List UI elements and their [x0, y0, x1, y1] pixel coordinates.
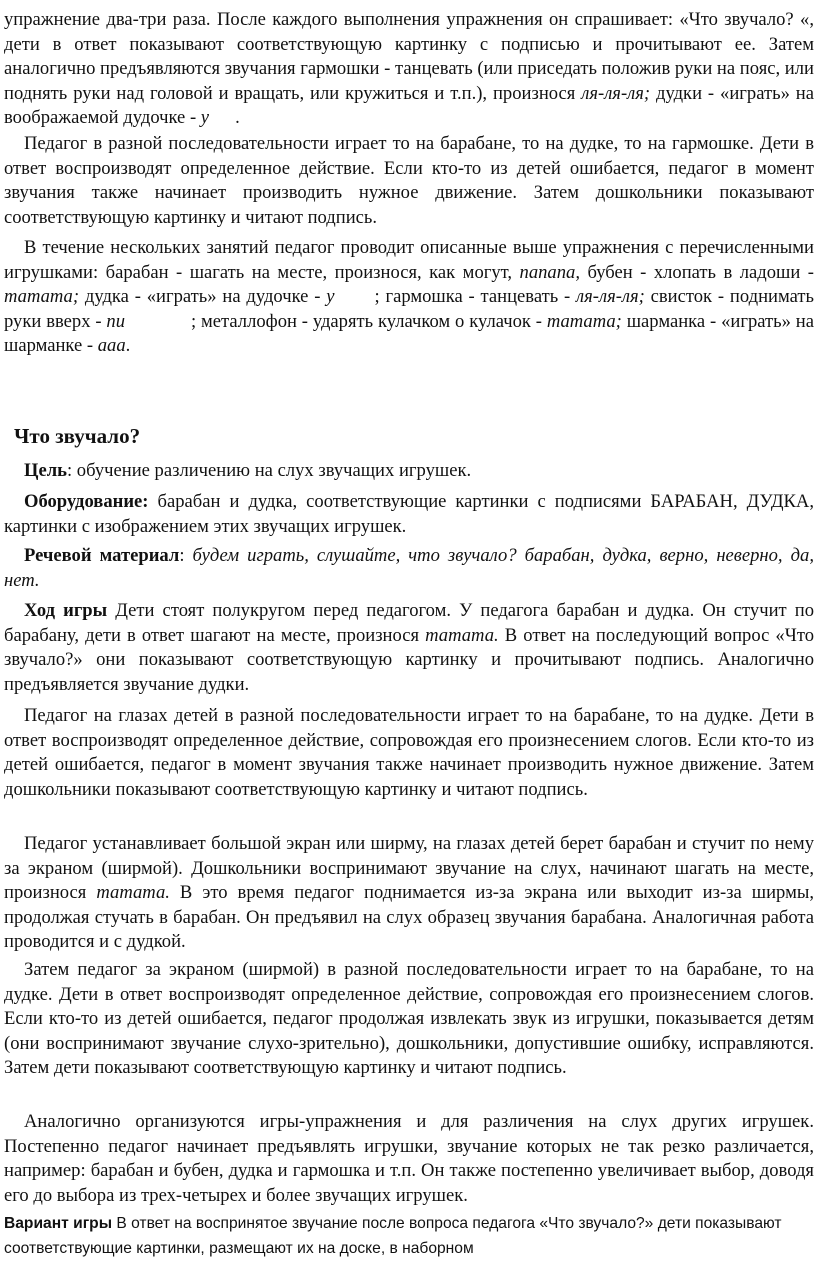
- paragraph-speech-material: Речевой материал: будем играть, слушайте, что звучало? барабан, дудка, верно, неверно, да, нет.: [4, 545, 814, 591]
- italic-syllables: татата.: [425, 624, 499, 646]
- paragraph-equipment: [4, 490, 814, 539]
- text: шарманка - «играть» на шарманке -: [4, 310, 814, 357]
- goal-label: Цель: [24, 460, 67, 481]
- text: бубен - хлопать в ладоши -: [579, 261, 814, 283]
- italic-syllables: татата;: [4, 286, 80, 308]
- text: Дети стоят полукругом перед педагогом. У педагога барабан и дудка. Он стучит по барабану, дети в ответ шагают на месте, произнося: [4, 600, 814, 646]
- text: В течение нескольких занятий педагог проводит описанные выше упражнения с перечисленными игрушками: барабан - шагать на месте, произнося, как могут,: [4, 237, 814, 283]
- paragraph-game-procedure: [4, 599, 814, 697]
- text: В ответ на последующий вопрос «Что звучало?» они показывают соответствующую картинку и прочитывают подпись. Аналогично предъявляется звучание дудки.: [4, 624, 814, 695]
- goal-text: : обучение различению на слух звучащих игрушек.: [66, 460, 472, 481]
- text: .: [235, 107, 240, 129]
- italic-syllables: ля-ля-ля;: [581, 82, 651, 104]
- paragraph-sequence: Педагог в разной последовательности играет то на барабане, то на дудке, то на гармошке. Дети в ответ воспроизводят определенное действие. Если кто-то из детей ошибается, педагог в момент звучания также начинает производить нужное движение. Затем дошкольники показывают соответствующую картинку и читают подпись.: [4, 133, 814, 228]
- speech-label: Речевой материал: [24, 545, 180, 566]
- text: .: [125, 335, 131, 357]
- game-label: Ход игры: [24, 600, 108, 621]
- text: ; гармошка - танцевать -: [374, 286, 577, 308]
- text: Педагог устанавливает большой экран или ширму, на глазах детей берет барабан и стучит по нему за экраном (ширмой). Дошкольники воспринимают звучание на слух, начинают шагать на месте, произнося: [4, 833, 814, 904]
- text: упражнение два-три раза. После каждого выполнения упражнения он спрашивает: «Что звучало? «, дети в ответ показывают соответствующую картинку с подписью и прочитывают ее. Затем аналогично предъявляются звучания гармошки - танцевать (или приседать положив руки на пояс, или поднять руки над головой и вращать, или кружиться и т.п.), произнося: [4, 9, 814, 104]
- text: дудки - «играть» на воображаемой дудочке -: [4, 82, 814, 129]
- text: свисток - поднимать руки вверх -: [4, 286, 814, 332]
- paragraph-toys-list: [4, 236, 814, 359]
- section-heading: Что звучало?: [14, 424, 141, 448]
- italic-syllables: татата.: [96, 882, 170, 904]
- paragraph-variant: [4, 1211, 814, 1261]
- equipment-text: барабан и дудка, соответствующие картинки с подписями БАРАБАН, ДУДКА, картинки с изображением этих звучащих игрушек.: [4, 491, 814, 537]
- paragraph-goal: [4, 459, 814, 484]
- italic-syllables: ааа: [97, 335, 126, 357]
- paragraph-other-toys: Аналогично организуются игры-упражнения и для различения на слух других игрушек. Постепенно педагог начинает предъявлять игрушки, звучание которых не так резко различается, например: барабан и бубен, дудка и гармошка и т.п. Он также постепенно увеличивает выбор, доводя его до выбора из трех-четырех и более звучащих игрушек.: [4, 1111, 814, 1206]
- paragraph-visual-sequence: Педагог на глазах детей в разной последовательности играет то на барабане, то на дудке. Дети в ответ воспроизводят определенное действие, сопровождая его произнесением слогов. Если кто-то из детей ошибается, педагог в момент звучания также начинает производить нужное движение. Затем дошкольники показывают соответствующую картинку и читают подпись.: [4, 705, 814, 800]
- paragraph-intro: [4, 8, 814, 131]
- italic-syllables: папапа,: [519, 261, 580, 283]
- text: дудка - «играть» на дудочке -: [79, 286, 327, 308]
- text: В это время педагог поднимается из-за экрана или выходит из-за ширмы, продолжая стучать в барабан. Он предъявил на слух образец звучания барабана. Аналогичная работа проводится и с дудкой.: [4, 882, 814, 953]
- text: ; металлофон - ударять кулачком о кулачок -: [190, 310, 547, 332]
- paragraph-screen: [4, 832, 814, 955]
- speech-text: будем играть, слушайте, что звучало? барабан, дудка, верно, неверно, да, нет.: [4, 545, 814, 591]
- equipment-label: Оборудование:: [24, 491, 149, 512]
- italic-syllables: ля-ля-ля;: [576, 286, 645, 308]
- variant-text: В ответ на воспринятое звучание после вопроса педагога «Что звучало?» дети показывают соответствующие картинки, размещают их на доске, в наборном: [4, 1215, 782, 1257]
- italic-syllables: татата;: [546, 310, 622, 332]
- italic-syllables: пи: [106, 310, 125, 332]
- italic-syllables: у: [200, 107, 210, 129]
- variant-label: Вариант игры: [4, 1215, 113, 1232]
- italic-syllables: у: [326, 286, 335, 308]
- paragraph-behind-screen: Затем педагог за экраном (ширмой) в разной последовательности играет то на барабане, то на дудке. Дети в ответ воспроизводят определенное действие, сопровождая его произнесением слогов. Если кто-то из детей ошибается, педагог продолжая извлекать звук из игрушки, показывается детям (они воспринимают звучание слухо-зрительно), дошкольники, допустившие ошибку, исправляются. Затем дети показывают соответствующую картинку и читают подпись.: [4, 959, 814, 1079]
